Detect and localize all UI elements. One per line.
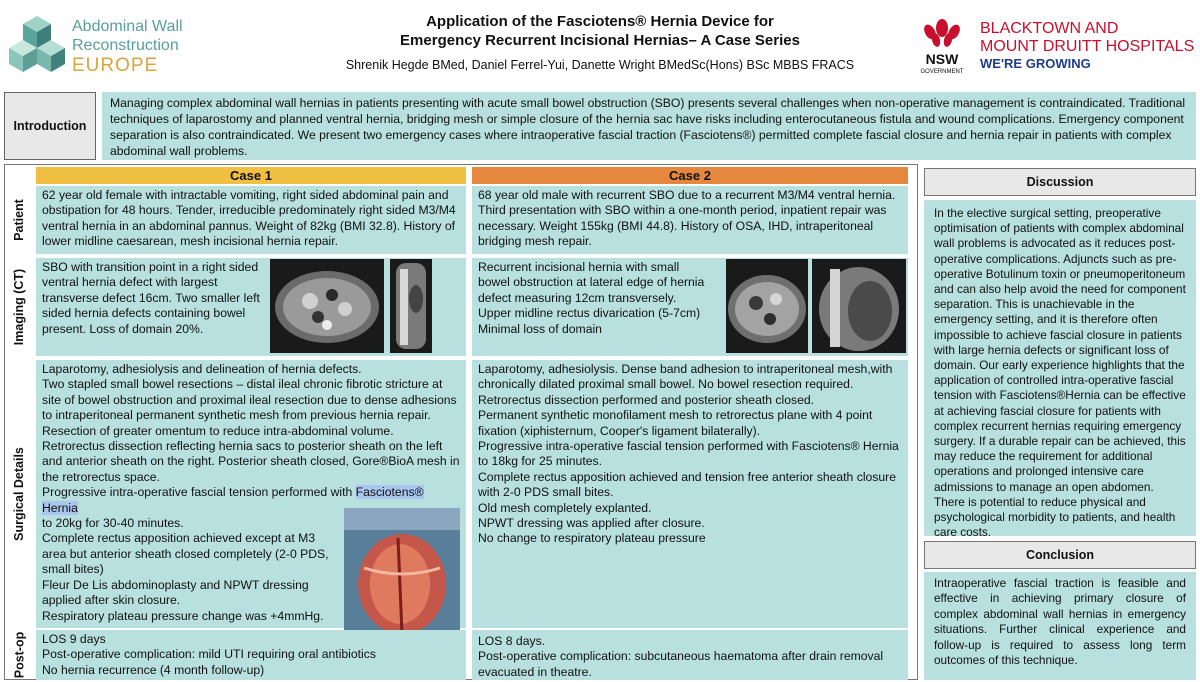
- awr-europe-logo: [8, 10, 248, 80]
- poster-title-line-2: Emergency Recurrent Incisional Hernias– A Case Series: [400, 32, 800, 49]
- case-1-surgical-line: Retrorectus dissection reflecting hernia sacs to posterior sheath on the left and anterior sheath on the right. Posterior sheath closed, Gore®BioA mesh in the retrorectus space.: [42, 439, 460, 484]
- case-1-imaging-text: SBO with transition point in a right sided ventral hernia defect with largest transverse defect 16cm. Two smaller left sided hernia defects containing bowel present. Loss of domain 20%.: [42, 260, 260, 336]
- tension-text-pre: Progressive intra-operative fascial tension performed with: [42, 485, 356, 500]
- case-2-surgical-line: Permanent synthetic monofilament mesh to retrorectus plane with 4 point fixation (xiphisternum, Cooper's ligament bilaterally).: [478, 408, 873, 438]
- case-2-imaging-line: Upper midline rectus divarication (5-7cm): [478, 306, 701, 321]
- case-2-imaging-line: Recurrent incisional hernia with small bowel obstruction at lateral edge of hernia defect measuring 12cm transversely.: [478, 260, 705, 305]
- row-label-patient-text: Patient: [12, 199, 26, 241]
- case-2-surgical-line: Complete rectus apposition achieved and tension free anterior sheath closure with 2-0 PDS small bites.: [478, 469, 897, 500]
- case-2-postop-line: LOS 8 days.: [478, 634, 546, 648]
- cube-logo-icon: [8, 14, 66, 76]
- case-1-surgical-line: Respiratory plateau pressure change was +4mmHg.: [42, 608, 324, 623]
- authors: Shrenik Hegde BMed, Daniel Ferrel-Yui, Danette Wright BMedSc(Hons) BSc MBBS FRACS: [345, 58, 855, 72]
- case-2-imaging-line: Minimal loss of domain: [478, 321, 602, 336]
- case-1-surgical-line: Fleur De Lis abdominoplasty and NPWT dressing applied after skin closure.: [42, 577, 309, 608]
- row-label-imaging: [6, 258, 32, 356]
- hospital-name-line-1: BLACKTOWN AND: [980, 20, 1119, 37]
- fasciotens-highlight: Fasciotens® Hernia: [42, 485, 424, 515]
- row-label-imaging-text: Imaging (CT): [12, 268, 27, 346]
- conclusion-text: Intraoperative fascial traction is feasible and effective in achieving primary closure of complex abdominal wall hernias in emergency situations. Further clinical experience and follow-up is required to assess long term outcomes of this technique.: [924, 572, 1196, 680]
- nsw-text: NSW: [925, 51, 959, 67]
- case-1-ct-axial-image: [270, 259, 384, 353]
- waratah-logo-icon: [912, 18, 972, 76]
- logo-line-3: EUROPE: [72, 55, 159, 76]
- case-1-patient: 62 year old female with intractable vomiting, right sided abdominal pain and obstipation for 48 hours. Tender, irreducible predominately right sided M3/M4 ventral hernia in an abdominal pannus. Weight of 82kg (BMI 32.8). History of lower midline caesarean, mesh incisional hernia repair.: [36, 186, 466, 254]
- case-1-surgical-line: Laparotomy, adhesiolysis and delineation of hernia defects.: [42, 362, 362, 376]
- row-label-surgical-text: Surgical Details: [12, 447, 27, 541]
- case-1-postop: [36, 630, 466, 680]
- case-2-surgical-line: NPWT dressing was applied after closure.: [478, 516, 705, 531]
- case-1-surgical-line: Resection of greater omentum to reduce intra-abdominal volume.: [42, 423, 394, 438]
- poster-title-block: [270, 12, 930, 72]
- case-2-ct-sagittal-image: [812, 259, 906, 353]
- case-1-surgical-line: Complete rectus apposition achieved except at M3 area but anterior sheath closed completely (2-0 PDS, small bites): [42, 531, 329, 577]
- case-2-surgical-line: Progressive intra-operative fascial tension performed with Fasciotens® Hernia to 18kg for 25 minutes.: [478, 439, 899, 469]
- row-label-postop: [6, 630, 32, 680]
- row-label-surgical: [6, 360, 32, 628]
- conclusion-header: Conclusion: [924, 541, 1196, 569]
- discussion-text: In the elective surgical setting, preoperative optimisation of patients with complex abdominal wall problems is advocated as it reduces post-operative complications. Adjuncts such as pre-operative Botulinum toxin or pneumoperitoneum and can also help avoid the need for component separation. This is unachievable in the emergency setting, and it is therefore often impossible to achieve fascial closure in patients with large hernia defects or significant loss of domain. Our early experience highlights that the application of controlled intra-operative fascial tension with Fasciotens®Hernia can be effective at achieving fascial closure for patients with complex recurrent hernias requiring emergency surgery. If a durable repair can be achieved, this may reduce the requirement for additional operations and prolonged intensive care admissions to manage an open abdomen. There is potential to reduce physical and psychological morbidity to patients, and health care costs.: [924, 200, 1196, 536]
- case-1-surgical-photo: [344, 508, 460, 640]
- poster-title-line-1: Application of the Fasciotens® Hernia Device for: [426, 13, 774, 30]
- logo-line-2: Reconstruction: [72, 37, 179, 54]
- case-2-ct-axial-image: [726, 259, 808, 353]
- introduction-label: Introduction: [4, 92, 96, 160]
- row-label-patient: [6, 186, 32, 254]
- case-2-surgical-line: Laparotomy, adhesiolysis. Dense band adhesion to intraperitoneal mesh,with chronically dilated proximal small bowel. No bowel resection required.: [478, 362, 893, 392]
- government-text: GOVERNMENT: [920, 69, 964, 75]
- case-1-postop-line: Post-operative complication: mild UTI requiring oral antibiotics: [42, 647, 376, 662]
- case-1-surgical-line: Two stapled small bowel resections – distal ileal chronic fibrotic stricture at site of bowel obstruction and proximal ileal resection due to dense adhesions to intraperitoneal permanent synthetic mesh from previous hernia repair.: [42, 377, 457, 423]
- case-1-surgical-line: to 20kg for 30-40 minutes.: [42, 516, 184, 531]
- hospital-name-line-2: MOUNT DRUITT HOSPITALS: [980, 38, 1195, 55]
- case-2-patient: 68 year old male with recurrent SBO due to a recurrent M3/M4 ventral hernia. Third presentation with SBO within a one-month period, inpatient repair was necessary. Weight 155kg (BMI 44.8). History of OSA, IHD, intraperitoneal bridging mesh repair.: [472, 186, 908, 254]
- hospital-slogan: WE'RE GROWING: [980, 56, 1091, 71]
- case-2-surgical-line: Old mesh completely explanted.: [478, 500, 652, 515]
- case-1-postop-line: LOS 9 days: [42, 632, 106, 646]
- row-label-postop-text: Post-op: [12, 631, 26, 679]
- case-2-surgical-line: Retrorectus dissection performed and posterior sheath closed.: [478, 392, 815, 407]
- case-2-surgical: [472, 360, 908, 628]
- case-1-header: Case 1: [36, 167, 466, 184]
- case-2-header: Case 2: [472, 167, 908, 184]
- case-1-ct-sagittal-image: [390, 259, 432, 353]
- nsw-hospital-logo: [912, 18, 1195, 78]
- introduction-text: Managing complex abdominal wall hernias in patients presenting with acute small bowel obstruction (SBO) presents several challenges when non-operative management is contraindicated. Traditional techniques of laparostomy and planned ventral hernia, bridging mesh or simple closure of the hernia sac have risks including enterocutaneous fistula and wound complications. Emergency component separation is also contraindicated. We present two emergency cases where intraoperative fascial traction (Fasciotens®) permitted complete fascial closure and hernia repair in patients with complex abdominal wall problems.: [102, 92, 1196, 160]
- case-2-postop-line: Post-operative complication: subcutaneous haematoma after drain removal evacuated in theatre.: [478, 649, 884, 679]
- logo-line-1: Abdominal Wall: [72, 18, 183, 35]
- case-2-postop: [472, 630, 908, 680]
- case-1-postop-line: No hernia recurrence (4 month follow-up): [42, 662, 265, 677]
- case-2-surgical-line: No change to respiratory plateau pressure: [478, 531, 706, 546]
- discussion-header: Discussion: [924, 168, 1196, 196]
